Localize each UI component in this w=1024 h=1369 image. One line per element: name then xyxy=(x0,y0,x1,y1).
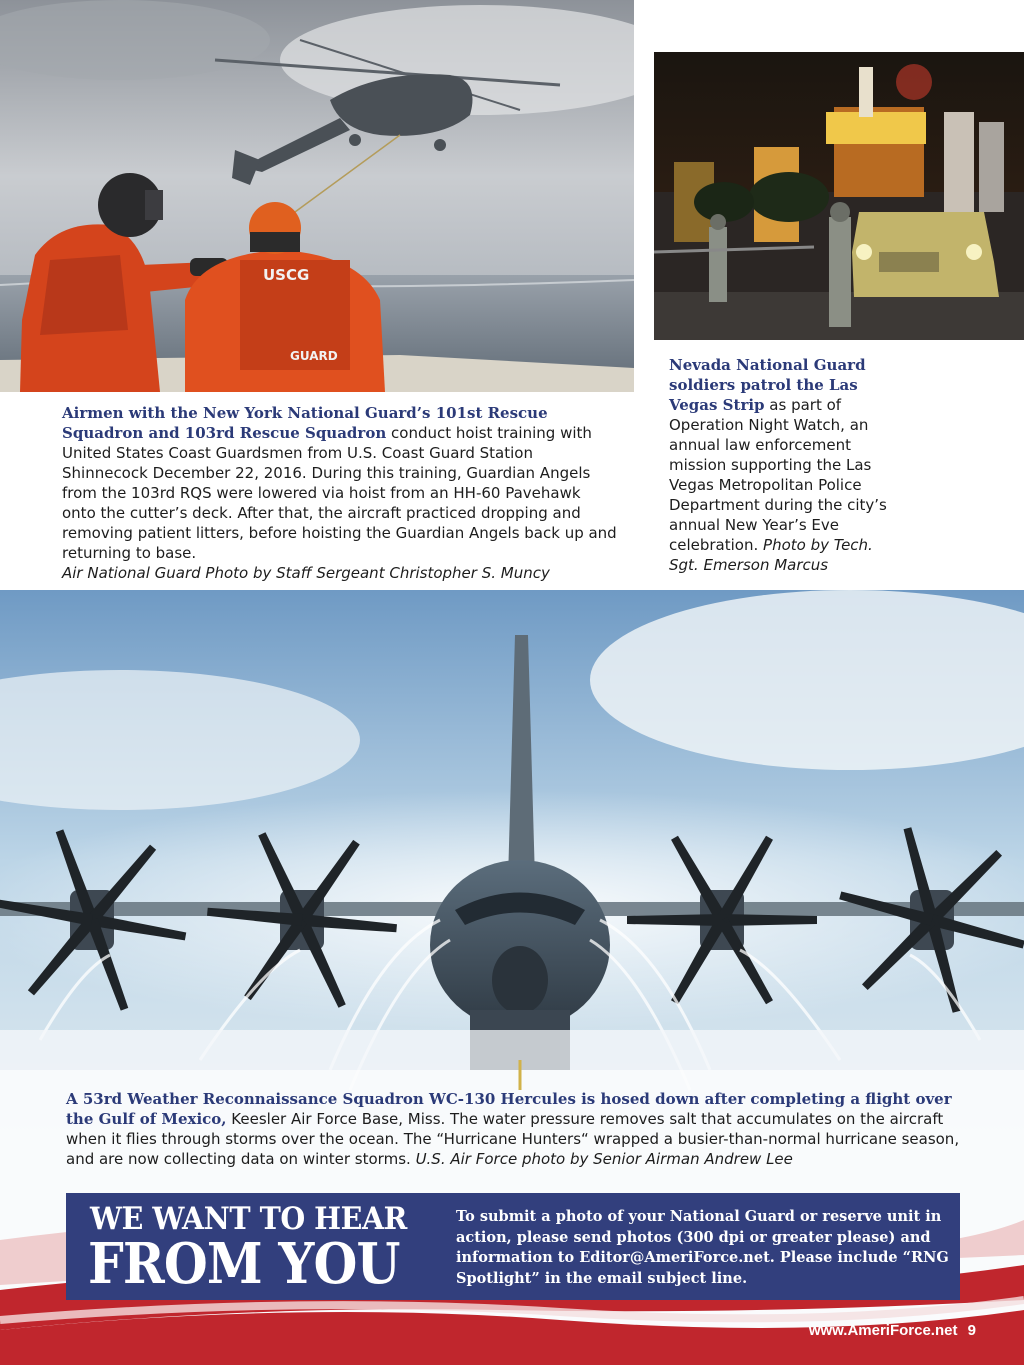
photo-hoist-training xyxy=(0,0,634,392)
caption-hoist-training xyxy=(62,403,617,583)
caption-hoist-credit: Air National Guard Photo by Staff Sergeant Christopher S. Muncy xyxy=(62,564,550,582)
callout-instructions: To submit a photo of your National Guard or reserve unit in action, please send photos (300 dpi or greater please) and information to Editor@AmeriForce.net. Please include “RNG Spotlight” in the email subject line. xyxy=(456,1208,949,1287)
caption-vegas-lead: Nevada National Guard soldiers patrol the Las Vegas Strip xyxy=(669,356,866,414)
callout-headline-line1: WE WANT TO HEAR xyxy=(90,1201,407,1237)
vest-text: GUARD xyxy=(290,349,338,363)
caption-herc-lead: A 53rd Weather Reconnaissance Squadron WC-130 Hercules is hosed down after completing a flight over the Gulf of Mexico, xyxy=(66,1090,952,1128)
callout-headline-line2: FROM YOU xyxy=(88,1231,400,1297)
caption-herc-body: Keesler Air Force Base, Miss. The water pressure removes salt that accumulates on the aircraft when it flies through storms over the ocean. The “Hurricane Hunters“ wrapped a busier-than-normal hurricane season, and are now collecting data on winter storms. xyxy=(66,1110,960,1168)
page-footer xyxy=(803,1322,976,1339)
caption-hoist-body: conduct hoist training with United States Coast Guardsmen from U.S. Coast Guard Station Shinnecock December 22, 2016. During this training, Guardian Angels from the 103rd RQS were lowered via hoist from an HH-60 Pavehawk onto the cutter’s deck. After that, the aircraft practiced dropping and removing patient litters, before hoisting the Guardian Angels back up and returning to base. xyxy=(62,424,617,562)
caption-hoist-lead: Airmen with the New York National Guard’s 101st Rescue Squadron and 103rd Rescue Squadron xyxy=(62,404,548,442)
page-number: 9 xyxy=(967,1322,976,1339)
caption-vegas-body: as part of Operation Night Watch, an annual law enforcement mission supporting the Las Vegas Metropolitan Police Department during the city’s annual New Year’s Eve celebration. xyxy=(669,396,887,554)
helmet-text: USCG xyxy=(263,266,310,284)
submit-photo-callout xyxy=(66,1193,960,1300)
caption-las-vegas xyxy=(669,355,894,575)
footer-url[interactable]: www.AmeriForce.net xyxy=(808,1322,958,1339)
photo-las-vegas-strip xyxy=(654,52,1024,340)
caption-vegas-credit: Photo by Tech. Sgt. Emerson Marcus xyxy=(669,536,873,574)
caption-hercules xyxy=(66,1089,966,1169)
caption-herc-credit: U.S. Air Force photo by Senior Airman Andrew Lee xyxy=(415,1150,793,1168)
